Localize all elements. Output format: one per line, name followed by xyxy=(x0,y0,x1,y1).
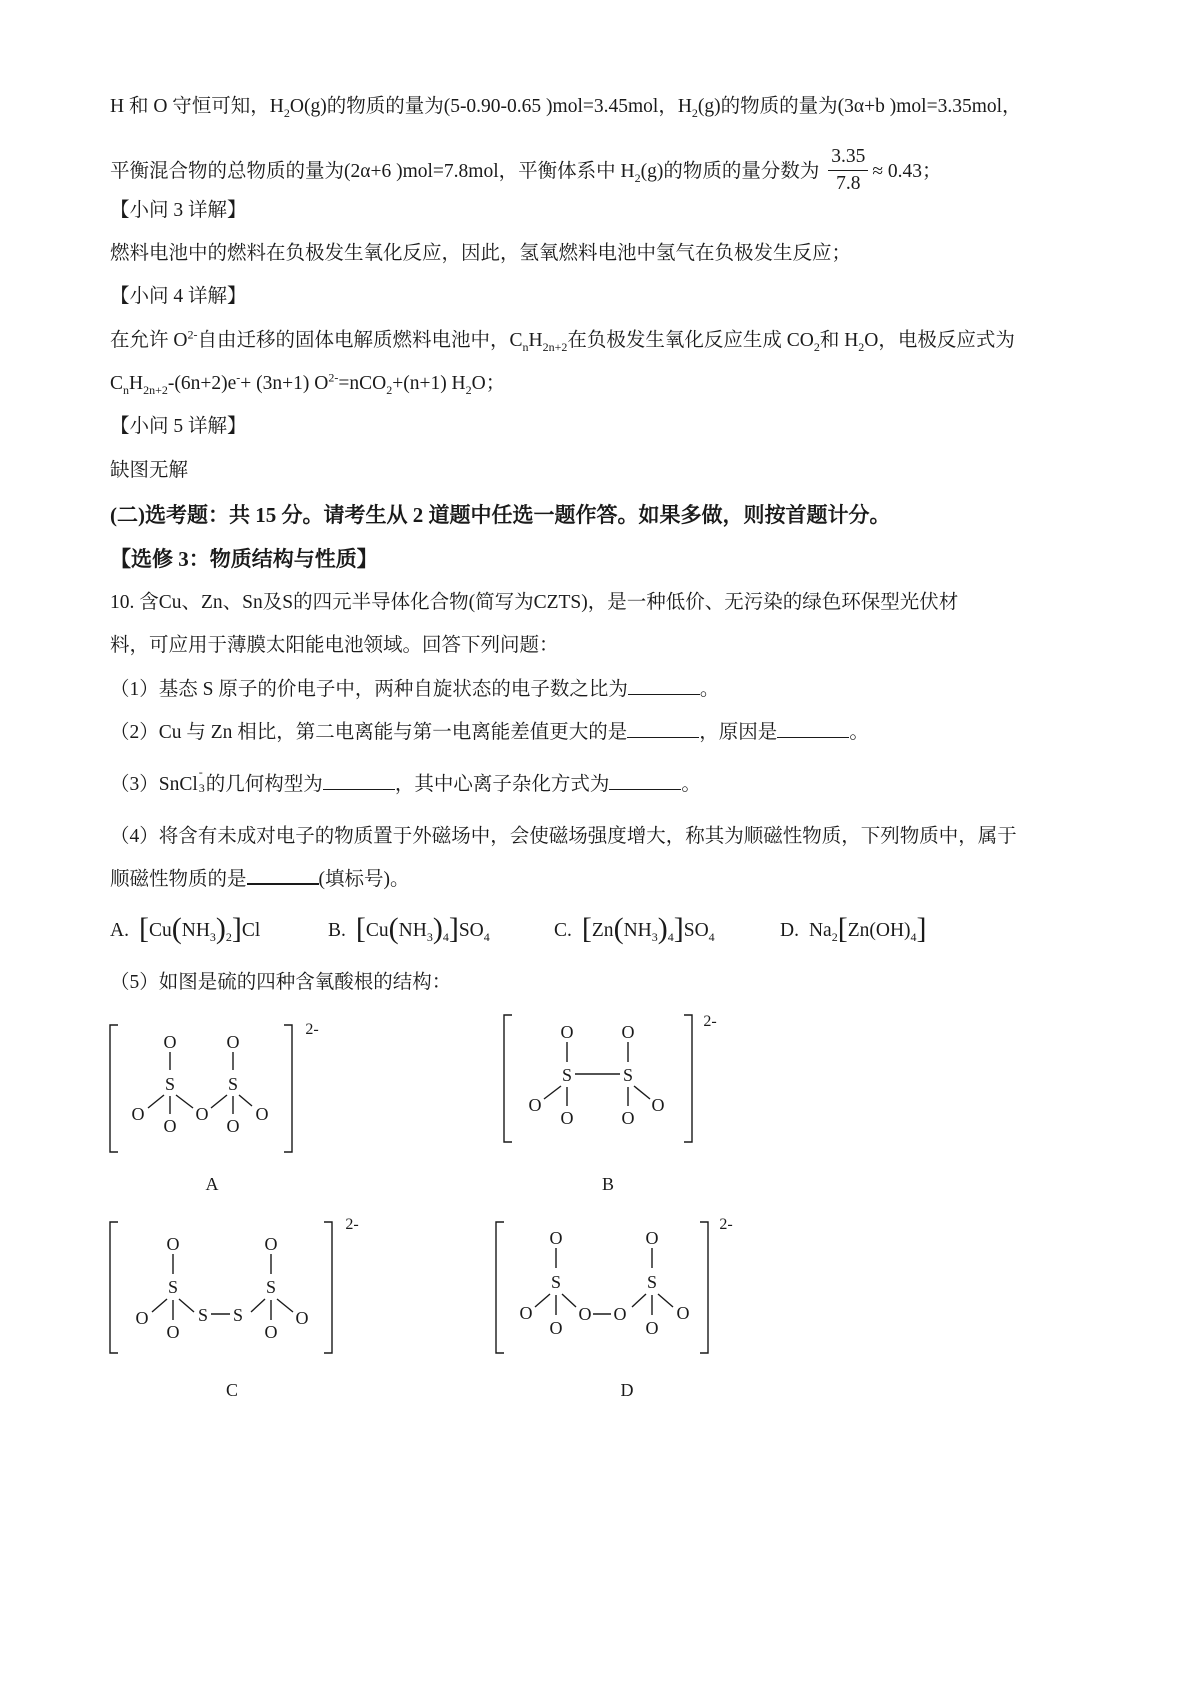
charge: 2- xyxy=(345,1216,359,1233)
fraction: $\frac{3.35}{7.8}$ xyxy=(828,144,868,197)
atom-o: O xyxy=(135,1308,149,1328)
atom-o: O xyxy=(264,1234,278,1254)
atom-s: S xyxy=(550,1272,562,1292)
atom-o: O xyxy=(226,1116,240,1136)
section-heading-module: 【选修 3：物质结构与性质】 xyxy=(110,547,378,571)
atom-o: O xyxy=(163,1032,177,1052)
structure-c xyxy=(110,1222,332,1353)
structure-a xyxy=(110,1025,292,1152)
section-heading-elective: (二)选考题：共 15 分。请考生从 2 道题中任选一题作答。如果多做，则按首题计分。 xyxy=(110,503,891,527)
subquestion-2: （2）Cu 与 Zn 相比，第二电离能与第一电离能差值更大的是 ，原因是 。 xyxy=(110,718,869,748)
question-10-line2: 料，可应用于薄膜太阳能电池领域。回答下列问题： xyxy=(110,635,559,656)
atom-o: O xyxy=(519,1303,533,1323)
atom-s: S xyxy=(646,1272,658,1292)
atom-s: S xyxy=(265,1277,277,1297)
solution-sub5: 缺图无解 xyxy=(110,460,189,481)
subquestion-4-line1: （4）将含有未成对电子的物质置于外磁场中，会使磁场强度增大，称其为顺磁性物质，下列物质中，属于 xyxy=(110,826,1017,847)
answer-blank[interactable] xyxy=(627,719,699,738)
option-a[interactable]: A. $[Cu(NH_3)_2]Cl$ xyxy=(110,912,261,945)
solution-line-1: H 和 O 守恒可知，$H_2O(g)$的物质的量为(5-0.90-0.65 )mol=3.45mol，$H_2(g)$的物质的量为(3α+b )mol=3.35mol， xyxy=(110,96,1022,120)
subquestion-4-line2: 顺磁性物质的是 (填标号)。 xyxy=(110,865,410,895)
label-d: D xyxy=(620,1380,634,1400)
atom-s: S xyxy=(197,1305,209,1325)
atom-o: O xyxy=(528,1095,542,1115)
structure-d xyxy=(496,1222,708,1353)
question-10-line1: 10. 含Cu、Zn、Sn及S的四元半导体化合物(简写为CZTS)，是一种低价、无污染的绿色环保型光伏材 xyxy=(110,592,959,613)
answer-blank[interactable] xyxy=(609,771,681,790)
structures-figure xyxy=(0,1010,1200,1450)
atom-s: S xyxy=(232,1305,244,1325)
subquestion-5: （5）如图是硫的四种含氧酸根的结构： xyxy=(110,972,452,993)
solution-line-2: 平衡混合物的总物质的量为(2α+6 )mol=7.8mol，平衡体系中 $H_2(g)$的物质的量分数为 $\frac{3.35}{7.8}$ ≈ 0.43； xyxy=(110,146,942,199)
answer-blank[interactable] xyxy=(247,865,319,885)
charge: 2- xyxy=(305,1021,319,1038)
atom-o: O xyxy=(166,1322,180,1342)
solution-sub4-line2: $C_nH_{2n+2}-(6n+2)e^-+ (3n+1)$ $O^{2-}=nCO_2+(n+1)$ $H_2O$； xyxy=(110,370,506,397)
subquestion-1: （1）基态 S 原子的价电子中，两种自旋状态的电子数之比为 。 xyxy=(110,675,719,705)
options-row xyxy=(110,912,1010,952)
atom-o: O xyxy=(560,1022,574,1042)
atom-o: O xyxy=(131,1104,145,1124)
label-b: B xyxy=(601,1174,615,1194)
atom-o: O xyxy=(613,1304,627,1324)
atom-s: S xyxy=(622,1065,634,1085)
heading-sub3: 【小问 3 详解】 xyxy=(110,200,247,221)
atom-o: O xyxy=(651,1095,665,1115)
atom-o: O xyxy=(621,1108,635,1128)
atom-o: O xyxy=(295,1308,309,1328)
answer-blank[interactable] xyxy=(628,676,700,695)
atom-o: O xyxy=(226,1032,240,1052)
atom-o: O xyxy=(166,1234,180,1254)
solution-sub3: 燃料电池中的燃料在负极发生氧化反应，因此，氢氧燃料电池中氢气在负极发生反应； xyxy=(110,243,852,264)
option-d[interactable]: D. $Na_2[Zn(OH)_4]$ xyxy=(780,912,927,945)
atom-o: O xyxy=(255,1104,269,1124)
subquestion-3: （3）SnCl - 3 的几何构型为 ，其中心离子杂化方式为 。 xyxy=(110,765,701,795)
atom-o: O xyxy=(645,1228,659,1248)
heading-sub4: 【小问 4 详解】 xyxy=(110,286,247,307)
atom-o: O xyxy=(560,1108,574,1128)
heading-sub5: 【小问 5 详解】 xyxy=(110,416,247,437)
atom-s: S xyxy=(561,1065,573,1085)
label-a: A xyxy=(205,1174,219,1194)
atom-o: O xyxy=(264,1322,278,1342)
label-c: C xyxy=(225,1380,239,1400)
atom-o: O xyxy=(621,1022,635,1042)
atom-o: O xyxy=(676,1303,690,1323)
atom-o: O xyxy=(549,1228,563,1248)
option-c[interactable]: C. $[Zn(NH_3)_4]SO_4$ xyxy=(554,912,715,945)
atom-o: O xyxy=(163,1116,177,1136)
formula-sncl3: SnCl - 3 xyxy=(158,765,205,795)
structure-b xyxy=(504,1015,692,1142)
atom-s: S xyxy=(167,1277,179,1297)
charge: 2- xyxy=(703,1013,717,1030)
atom-o: O xyxy=(645,1318,659,1338)
atom-o: O xyxy=(195,1104,209,1124)
charge: 2- xyxy=(719,1216,733,1233)
atom-s: S xyxy=(227,1074,239,1094)
answer-blank[interactable] xyxy=(777,719,849,738)
option-b[interactable]: B. $[Cu(NH_3)_4]SO_4$ xyxy=(328,912,490,945)
answer-blank[interactable] xyxy=(323,771,395,790)
solution-sub4-line1: 在允许 $O^{2-}$自由迁移的固体电解质燃料电池中，$C_nH_{2n+2}$在负极发生氧化反应生成 $CO_2$和 $H_2O$，电极反应式为 xyxy=(110,327,1015,354)
atom-o: O xyxy=(549,1318,563,1338)
atom-s: S xyxy=(164,1074,176,1094)
atom-o: O xyxy=(578,1304,592,1324)
